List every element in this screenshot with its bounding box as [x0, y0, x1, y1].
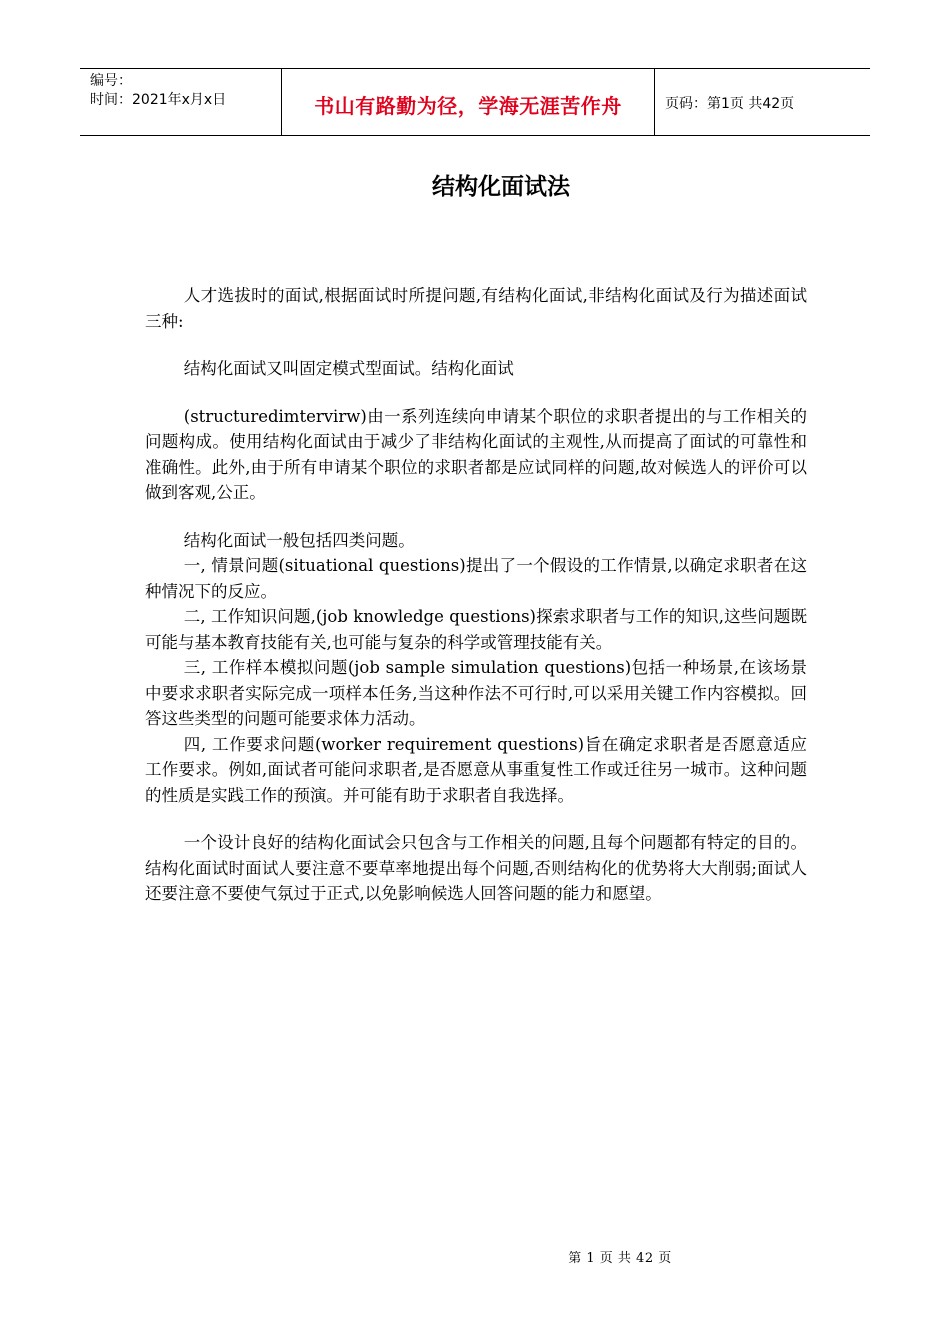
body-paragraph: 三, 工作样本模拟问题(job sample simulation questions)包括一种场景,在该场景中要求求职者实际完成一项样本任务,当这种作法不可行时,可以采用关键工作内容模拟。回答这些类型的问题可能要求体力活动。: [145, 658, 807, 728]
header-motto-cell: [282, 69, 655, 135]
body-paragraph: 人才选拔时的面试,根据面试时所提问题,有结构化面试,非结构化面试及行为描述面试三种:: [145, 286, 807, 331]
body-paragraph: 四, 工作要求问题(worker requirement questions)旨在确定求职者是否愿意适应工作要求。例如,面试者可能问求职者,是否愿意从事重复性工作或迁往另一城市。这种问题的性质是实践工作的预演。并可能有助于求职者自我选择。: [145, 734, 807, 805]
header-page-cell: [655, 69, 870, 135]
document-title: 结构化面试法: [432, 174, 570, 200]
body-paragraph: 结构化面试又叫固定模式型面试。结构化面试: [183, 359, 514, 378]
body-paragraph: (structuredimtervirw)由一系列连续向申请某个职位的求职者提出的与工作相关的问题构成。使用结构化面试由于减少了非结构化面试的主观性,从而提高了面试的可靠性和准确性。此外,由于所有申请某个职位的求职者都是应试同样的问题,故对候选人的评价可以做到客观,公正。: [145, 406, 807, 502]
header-meta-cell: [80, 69, 282, 135]
document-date-label: 时间：2021年x月x日: [90, 92, 227, 108]
page-footer: 第 1 页 共 42 页: [568, 1251, 672, 1266]
body-paragraph: 结构化面试一般包括四类问题。: [183, 530, 415, 550]
body-paragraph: 二, 工作知识问题,(job knowledge questions)探索求职者与工作的知识,这些问题既可能与基本教育技能有关,也可能与复杂的科学或管理技能有关。: [145, 607, 807, 652]
document-header: [80, 68, 870, 136]
header-page-number: 页码：第1页 共42页: [665, 96, 795, 112]
header-motto: 书山有路勤为径，学海无涯苦作舟: [314, 93, 622, 118]
document-body: [145, 283, 807, 907]
document-number-label: 编号：: [90, 73, 132, 89]
body-paragraph: 一, 情景问题(situational questions)提出了一个假设的工作情景,以确定求职者在这种情况下的反应。: [145, 556, 807, 601]
body-paragraph: 一个设计良好的结构化面试会只包含与工作相关的问题,且每个问题都有特定的目的。结构化面试时面试人要注意不要草率地提出每个问题,否则结构化的优势将大大削弱;面试人还要注意不要使气氛过于正式,以免影响候选人回答问题的能力和愿望。: [145, 833, 807, 903]
